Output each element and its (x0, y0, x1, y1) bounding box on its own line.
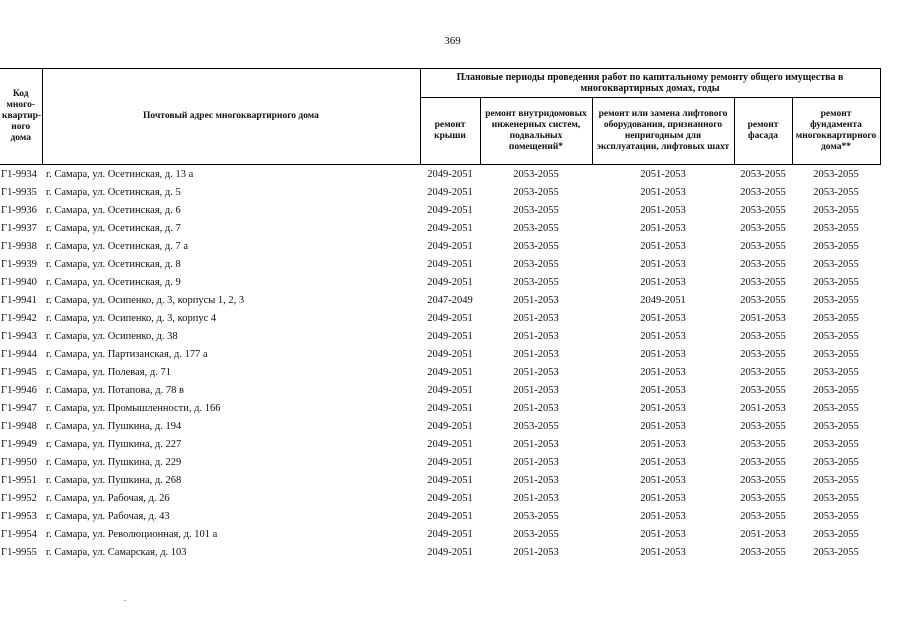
cell-lift: 2051-2053 (640, 312, 686, 324)
cell-lift: 2051-2053 (640, 348, 686, 360)
cell-facade: 2053-2055 (740, 438, 786, 450)
cell-code: Г1-9940 (1, 276, 37, 288)
cell-facade: 2053-2055 (734, 165, 792, 184)
table-row (0, 291, 880, 309)
cell-roof: 2049-2051 (427, 204, 473, 216)
cell-roof: 2049-2051 (427, 456, 473, 468)
cell-engineering: 2051-2053 (513, 456, 559, 468)
header-code: Код много-квартир-ного дома (0, 69, 42, 165)
cell-lift: 2051-2053 (640, 384, 686, 396)
cell-code: Г1-9951 (1, 474, 37, 486)
cell-engineering: 2051-2053 (513, 330, 559, 342)
cell-foundation: 2053-2055 (813, 276, 859, 288)
cell-address: г. Самара, ул. Пушкина, д. 229 (46, 456, 182, 468)
cell-address: г. Самара, ул. Осетинская, д. 9 (46, 276, 181, 288)
header-engineering: ремонт внутридомовых инженерных систем, подвальных помещений* (480, 98, 592, 165)
cell-code: Г1-9943 (1, 330, 37, 342)
table-row (0, 543, 880, 561)
cell-facade: 2053-2055 (740, 240, 786, 252)
table-row (0, 165, 880, 184)
cell-lift: 2051-2053 (640, 402, 686, 414)
cell-engineering: 2053-2055 (513, 204, 559, 216)
table-row (0, 507, 880, 525)
cell-code: Г1-9937 (1, 222, 37, 234)
cell-address: г. Самара, ул. Рабочая, д. 43 (46, 510, 170, 522)
cell-code: Г1-9946 (1, 384, 37, 396)
cell-facade: 2053-2055 (740, 546, 786, 558)
cell-roof: 2047-2049 (427, 294, 473, 306)
cell-roof: 2049-2051 (427, 546, 473, 558)
cell-roof: 2049-2051 (427, 402, 473, 414)
page-number: 369 (444, 35, 461, 47)
cell-code: Г1-9935 (1, 186, 37, 198)
cell-foundation: 2053-2055 (813, 348, 859, 360)
table-row (0, 327, 880, 345)
cell-facade: 2053-2055 (740, 258, 786, 270)
cell-lift: 2051-2053 (640, 330, 686, 342)
cell-code: Г1-9948 (1, 420, 37, 432)
table-row (0, 381, 880, 399)
cell-engineering: 2053-2055 (513, 420, 559, 432)
cell-lift: 2051-2053 (592, 165, 734, 184)
cell-foundation: 2053-2055 (813, 294, 859, 306)
cell-address: г. Самара, ул. Осетинская, д. 7 (46, 222, 181, 234)
cell-foundation: 2053-2055 (813, 258, 859, 270)
cell-address: г. Самара, ул. Пушкина, д. 194 (46, 420, 182, 432)
cell-code: Г1-9944 (1, 348, 37, 360)
cell-address: г. Самара, ул. Осипенко, д. 38 (46, 330, 178, 342)
cell-engineering: 2053-2055 (513, 240, 559, 252)
cell-code: Г1-9954 (1, 528, 37, 540)
cell-roof: 2049-2051 (427, 510, 473, 522)
cell-foundation: 2053-2055 (813, 474, 859, 486)
cell-lift: 2049-2051 (640, 294, 686, 306)
cell-address: г. Самара, ул. Осетинская, д. 7 а (46, 240, 189, 252)
cell-roof: 2049-2051 (427, 438, 473, 450)
cell-foundation: 2053-2055 (813, 528, 859, 540)
cell-code: Г1-9953 (1, 510, 37, 522)
cell-roof: 2049-2051 (427, 366, 473, 378)
cell-roof: 2049-2051 (427, 348, 473, 360)
cell-foundation: 2053-2055 (813, 492, 859, 504)
cell-lift: 2051-2053 (640, 546, 686, 558)
cell-code: Г1-9942 (1, 312, 37, 324)
cell-engineering: 2051-2053 (513, 546, 559, 558)
cell-address: г. Самара, ул. Осетинская, д. 5 (46, 186, 181, 198)
table-row (0, 309, 880, 327)
table-row (0, 471, 880, 489)
table-row (0, 273, 880, 291)
cell-address: г. Самара, ул. Осипенко, д. 3, корпусы 1, 2, 3 (46, 294, 245, 306)
table-row (0, 237, 880, 255)
cell-roof: 2049-2051 (427, 474, 473, 486)
header-group: Плановые периоды проведения работ по капитальному ремонту общего имущества в многоквартирных домах, годы (420, 69, 880, 98)
cell-engineering: 2051-2053 (513, 474, 559, 486)
cell-lift: 2051-2053 (640, 420, 686, 432)
cell-code: Г1-9952 (1, 492, 37, 504)
cell-code: Г1-9947 (1, 402, 37, 414)
cell-lift: 2051-2053 (640, 240, 686, 252)
header-lift: ремонт или замена лифтового оборудования, признанного непригодным для эксплуатации, лифтовых шахт (592, 98, 734, 165)
cell-foundation: 2053-2055 (813, 420, 859, 432)
cell-roof: 2049-2051 (427, 384, 473, 396)
cell-address: г. Самара, ул. Промышленности, д. 166 (46, 402, 221, 414)
repair-schedule-table-container (0, 68, 880, 561)
table-row (0, 201, 880, 219)
cell-lift: 2051-2053 (640, 438, 686, 450)
cell-engineering: 2053-2055 (513, 510, 559, 522)
cell-facade: 2053-2055 (740, 366, 786, 378)
cell-engineering: 2051-2053 (513, 402, 559, 414)
cell-facade: 2053-2055 (740, 384, 786, 396)
cell-foundation: 2053-2055 (813, 312, 859, 324)
header-facade: ремонт фасада (734, 98, 792, 165)
cell-roof: 2049-2051 (427, 240, 473, 252)
table-row (0, 183, 880, 201)
cell-foundation: 2053-2055 (813, 438, 859, 450)
cell-code: Г1-9934 (0, 165, 42, 184)
cell-roof: 2049-2051 (427, 492, 473, 504)
cell-lift: 2051-2053 (640, 222, 686, 234)
cell-roof: 2049-2051 (420, 165, 480, 184)
cell-facade: 2053-2055 (740, 492, 786, 504)
cell-roof: 2049-2051 (427, 330, 473, 342)
header-address: Почтовый адрес многоквартирного дома (42, 69, 420, 165)
cell-foundation: 2053-2055 (813, 366, 859, 378)
footer-mark: . (124, 594, 126, 603)
cell-facade: 2053-2055 (740, 204, 786, 216)
cell-foundation: 2053-2055 (792, 165, 880, 184)
table-row (0, 255, 880, 273)
cell-lift: 2051-2053 (640, 186, 686, 198)
cell-foundation: 2053-2055 (813, 240, 859, 252)
cell-engineering: 2051-2053 (513, 438, 559, 450)
cell-lift: 2051-2053 (640, 510, 686, 522)
cell-lift: 2051-2053 (640, 492, 686, 504)
cell-roof: 2049-2051 (427, 420, 473, 432)
cell-foundation: 2053-2055 (813, 456, 859, 468)
cell-address: г. Самара, ул. Партизанская, д. 177 а (46, 348, 208, 360)
cell-lift: 2051-2053 (640, 366, 686, 378)
cell-code: Г1-9938 (1, 240, 37, 252)
cell-address: г. Самара, ул. Рабочая, д. 26 (46, 492, 170, 504)
cell-engineering: 2051-2053 (513, 492, 559, 504)
cell-address: г. Самара, ул. Полевая, д. 71 (46, 366, 171, 378)
cell-facade: 2053-2055 (740, 420, 786, 432)
cell-facade: 2053-2055 (740, 186, 786, 198)
cell-address: г. Самара, ул. Осипенко, д. 3, корпус 4 (46, 312, 217, 324)
cell-facade: 2051-2053 (740, 312, 786, 324)
cell-roof: 2049-2051 (427, 186, 473, 198)
table-row (0, 345, 880, 363)
cell-roof: 2049-2051 (427, 222, 473, 234)
cell-engineering: 2053-2055 (513, 186, 559, 198)
cell-address: г. Самара, ул. Самарская, д. 103 (46, 546, 187, 558)
cell-roof: 2049-2051 (427, 312, 473, 324)
cell-facade: 2053-2055 (740, 474, 786, 486)
cell-lift: 2051-2053 (640, 456, 686, 468)
cell-facade: 2051-2053 (740, 402, 786, 414)
cell-address: г. Самара, ул. Осетинская, д. 13 а (42, 165, 420, 184)
table-row (0, 219, 880, 237)
cell-address: г. Самара, ул. Пушкина, д. 227 (46, 438, 182, 450)
table-row (0, 435, 880, 453)
cell-roof: 2049-2051 (427, 276, 473, 288)
cell-address: г. Самара, ул. Потапова, д. 78 в (46, 384, 184, 396)
cell-foundation: 2053-2055 (813, 186, 859, 198)
cell-engineering: 2051-2053 (513, 366, 559, 378)
cell-code: Г1-9955 (1, 546, 37, 558)
cell-lift: 2051-2053 (640, 258, 686, 270)
cell-roof: 2049-2051 (427, 258, 473, 270)
cell-foundation: 2053-2055 (813, 510, 859, 522)
cell-foundation: 2053-2055 (813, 402, 859, 414)
cell-foundation: 2053-2055 (813, 330, 859, 342)
cell-engineering: 2053-2055 (513, 222, 559, 234)
cell-engineering: 2051-2053 (513, 384, 559, 396)
cell-code: Г1-9949 (1, 438, 37, 450)
table-row (0, 417, 880, 435)
cell-engineering: 2053-2055 (513, 258, 559, 270)
cell-facade: 2053-2055 (740, 510, 786, 522)
cell-foundation: 2053-2055 (813, 546, 859, 558)
header-foundation: ремонт фундамента многоквартирного дома** (792, 98, 880, 165)
cell-address: г. Самара, ул. Пушкина, д. 268 (46, 474, 182, 486)
cell-foundation: 2053-2055 (813, 222, 859, 234)
cell-facade: 2053-2055 (740, 348, 786, 360)
cell-engineering: 2053-2055 (480, 165, 592, 184)
table-row (0, 363, 880, 381)
cell-lift: 2051-2053 (640, 474, 686, 486)
table-body (0, 165, 880, 562)
cell-code: Г1-9936 (1, 204, 37, 216)
table-row (0, 453, 880, 471)
cell-code: Г1-9945 (1, 366, 37, 378)
cell-lift: 2051-2053 (640, 528, 686, 540)
cell-engineering: 2053-2055 (513, 528, 559, 540)
cell-lift: 2051-2053 (640, 204, 686, 216)
header-roof: ремонт крыши (420, 98, 480, 165)
cell-engineering: 2051-2053 (513, 294, 559, 306)
cell-foundation: 2053-2055 (813, 204, 859, 216)
cell-facade: 2053-2055 (740, 330, 786, 342)
cell-engineering: 2053-2055 (513, 276, 559, 288)
table-row (0, 489, 880, 507)
cell-code: Г1-9950 (1, 456, 37, 468)
cell-foundation: 2053-2055 (813, 384, 859, 396)
cell-code: Г1-9941 (1, 294, 37, 306)
cell-roof: 2049-2051 (427, 528, 473, 540)
cell-facade: 2053-2055 (740, 456, 786, 468)
cell-engineering: 2051-2053 (513, 348, 559, 360)
cell-code: Г1-9939 (1, 258, 37, 270)
cell-address: г. Самара, ул. Революционная, д. 101 а (46, 528, 218, 540)
cell-address: г. Самара, ул. Осетинская, д. 6 (46, 204, 181, 216)
table-row (0, 399, 880, 417)
cell-engineering: 2051-2053 (513, 312, 559, 324)
cell-facade: 2051-2053 (740, 528, 786, 540)
cell-facade: 2053-2055 (740, 294, 786, 306)
repair-schedule-table (0, 68, 881, 561)
cell-address: г. Самара, ул. Осетинская, д. 8 (46, 258, 181, 270)
cell-lift: 2051-2053 (640, 276, 686, 288)
cell-facade: 2053-2055 (740, 276, 786, 288)
table-row (0, 525, 880, 543)
cell-facade: 2053-2055 (740, 222, 786, 234)
